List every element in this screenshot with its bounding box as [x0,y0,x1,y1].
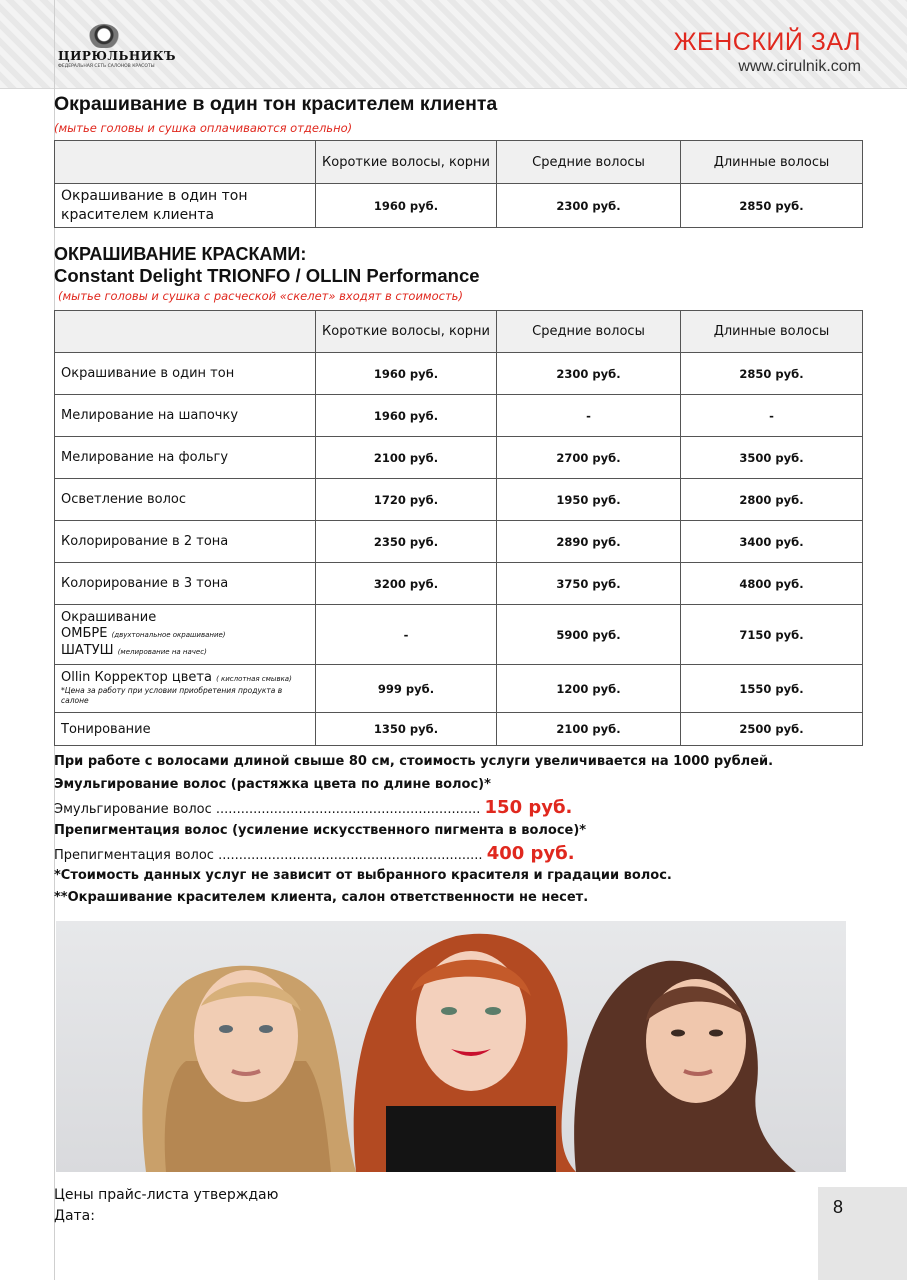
price-medium: 2700 руб. [497,437,681,479]
row-label: Колорирование в 3 тона [55,563,316,605]
price-medium: 2890 руб. [497,521,681,563]
shatush-note: (мелирование на начес) [117,647,207,656]
models-photo [56,921,846,1172]
price-long: 2800 руб. [681,479,863,521]
ombre-line3: ШАТУШ [61,642,114,658]
table-row [55,605,863,665]
price-medium: 2300 руб. [497,353,681,395]
price-short: 1720 руб. [316,479,497,521]
section1-table [54,140,863,228]
price-medium: 5900 руб. [497,605,681,665]
table-row [55,437,863,479]
price-long: 2850 руб. [681,353,863,395]
table-row [55,479,863,521]
table-row [55,665,863,713]
price-medium: 2300 руб. [497,184,681,228]
emulsify-dots: ................................................................ [215,802,481,817]
price-short: 999 руб. [316,665,497,713]
prepig-title: Препигментация волос (усиление искусственного пигмента в волосе)* [54,823,587,838]
brand-logo [58,24,176,69]
ombre-line1: Окрашивание [61,609,157,625]
col-long: Длинные волосы [681,311,863,353]
price-long: - [681,395,863,437]
date-text: Дата: [54,1208,95,1224]
ollin-footnote: *Цена за работу при условии приобретения продукта в салоне [61,686,283,705]
row-label-ollin [55,665,316,713]
row-label: Окрашивание в один тон [55,353,316,395]
price-short: 2350 руб. [316,521,497,563]
table-row [55,184,863,228]
price-long: 3400 руб. [681,521,863,563]
section1-note: (мытье головы и сушка оплачиваются отдельно) [54,121,353,135]
website-link[interactable]: www.cirulnik.com [738,58,861,75]
price-short: - [316,605,497,665]
emulsify-line [54,797,572,818]
price-medium: 2100 руб. [497,713,681,746]
price-short: 1350 руб. [316,713,497,746]
row-label: Мелирование на фольгу [55,437,316,479]
section1-title: Окрашивание в один тон красителем клиента [54,93,498,115]
page-number: 8 [832,1197,843,1217]
section2-table [54,310,863,746]
section2-note: (мытье головы и сушка с расческой «скелет» входят в стоимость) [58,289,463,303]
price-short: 2100 руб. [316,437,497,479]
approve-text: Цены прайс-листа утверждаю [54,1187,279,1203]
col-long: Длинные волосы [681,141,863,184]
row-label: Мелирование на шапочку [55,395,316,437]
header-empty [55,311,316,353]
row-label-ombre [55,605,316,665]
hall-title: ЖЕНСКИЙ ЗАЛ [673,28,861,56]
emulsify-label: Эмульгирование волос [54,802,212,817]
footnote-1: *Стоимость данных услуг не зависит от выбранного красителя и градации волос. [54,868,672,883]
logo-tagline: ФЕДЕРАЛЬНАЯ СЕТЬ САЛОНОВ КРАСОТЫ [58,64,155,69]
row-label: Колорирование в 2 тона [55,521,316,563]
ombre-line2: ОМБРЕ [61,625,108,641]
emulsify-price: 150 руб. [484,797,573,818]
ollin-note: ( кислотная смывка) [216,675,292,683]
price-short: 1960 руб. [316,184,497,228]
table-row [55,395,863,437]
prepig-line [54,843,575,864]
row-label: Осветление волос [55,479,316,521]
page-number-box [818,1187,907,1280]
price-long: 3500 руб. [681,437,863,479]
table-row [55,713,863,746]
price-long: 2500 руб. [681,713,863,746]
footnote-2: **Окрашивание красителем клиента, салон ответственности не несет. [54,890,589,905]
price-long: 2850 руб. [681,184,863,228]
row-label: Тонирование [55,713,316,746]
price-long: 4800 руб. [681,563,863,605]
col-short: Короткие волосы, корни [316,311,497,353]
price-medium: 1200 руб. [497,665,681,713]
section2-title-line1: ОКРАШИВАНИЕ КРАСКАМИ: [54,244,307,264]
header-empty [55,141,316,184]
price-long: 7150 руб. [681,605,863,665]
price-short: 1960 руб. [316,353,497,395]
price-medium: - [497,395,681,437]
col-short: Короткие волосы, корни [316,141,497,184]
col-medium: Средние волосы [497,311,681,353]
row-label: Окрашивание в один тон красителем клиента [55,184,316,228]
prepig-label: Препигментация волос [54,848,214,863]
logo-name: ЦИРЮЛЬНИКЪ [58,49,176,63]
price-short: 1960 руб. [316,395,497,437]
prepig-dots: ................................................................ [218,848,483,863]
table-row [55,521,863,563]
price-medium: 3750 руб. [497,563,681,605]
table-row [55,353,863,395]
table-header-row [55,311,863,353]
emulsify-title: Эмульгирование волос (растяжка цвета по длине волос)* [54,777,491,792]
ollin-label: Ollin Корректор цвета [61,670,212,685]
prepig-price: 400 руб. [486,843,575,864]
price-medium: 1950 руб. [497,479,681,521]
table-row [55,563,863,605]
col-medium: Средние волосы [497,141,681,184]
price-long: 1550 руб. [681,665,863,713]
price-short: 3200 руб. [316,563,497,605]
section2-title-line2: Constant Delight TRIONFO / OLLIN Performance [54,265,480,286]
crest-icon [89,24,119,48]
table-header-row [55,141,863,184]
approval-block [54,1185,278,1227]
long-hair-note: При работе с волосами длиной свыше 80 см, стоимость услуги увеличивается на 1000 рублей. [54,754,774,769]
models-illustration [56,921,846,1172]
ombre-note: (двухтональное окрашивание) [111,630,226,639]
